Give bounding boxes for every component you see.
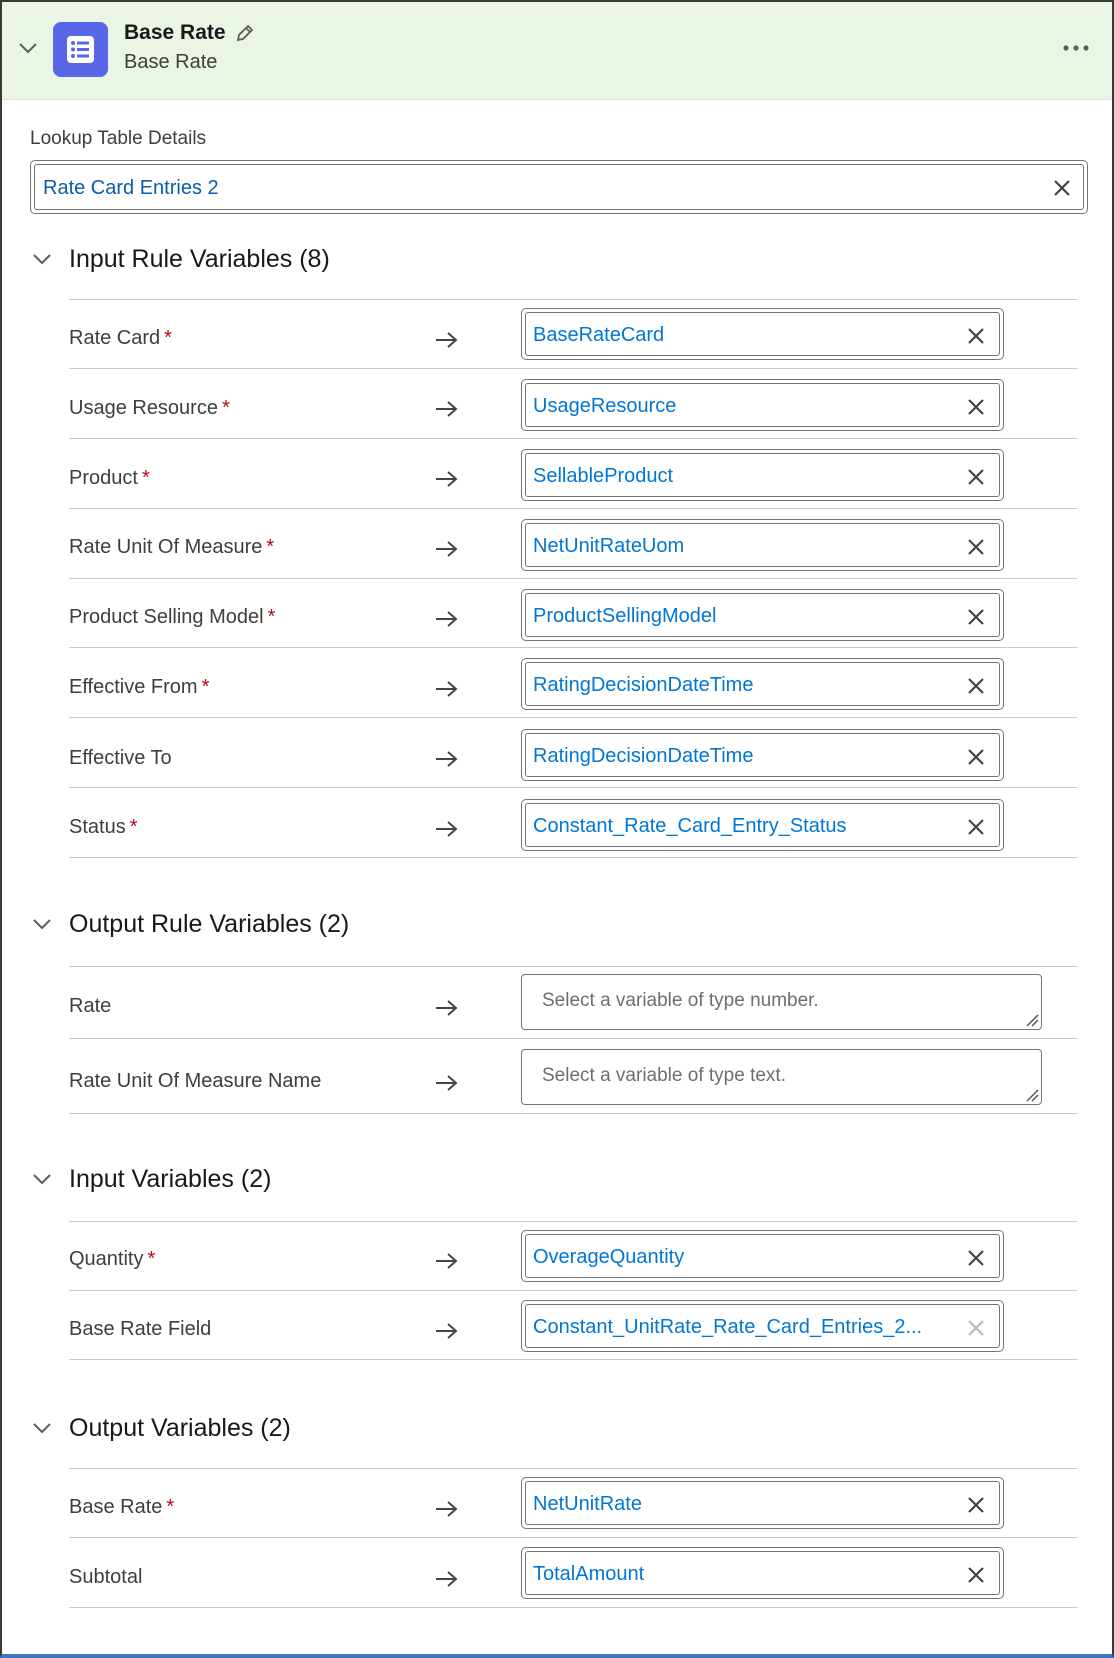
variable-pill[interactable] [521,519,1004,571]
required-marker: * [267,605,276,628]
lookup-label: Lookup Table Details [30,128,207,149]
row-label-rate-card: Rate Card * [69,326,172,349]
arrow-right-icon [434,1499,460,1519]
variable-pill[interactable] [521,799,1004,851]
clear-icon[interactable] [965,1564,987,1586]
pill-value[interactable]: NetUnitRateUom [533,535,685,557]
resize-handle-icon[interactable] [1023,1086,1039,1102]
variable-pill[interactable] [521,1547,1004,1599]
clear-icon[interactable] [965,1247,987,1269]
divider [69,1290,1077,1291]
divider [69,299,1077,300]
variable-pill[interactable] [521,729,1004,781]
header-title-row [124,18,256,48]
row-label-product: Product * [69,466,150,489]
clear-icon[interactable] [965,396,987,418]
section-input-rule-variables[interactable] [30,241,330,277]
row-label-quantity: Quantity * [69,1247,156,1270]
variable-pill[interactable] [521,658,1004,710]
divider [69,508,1077,509]
divider [69,578,1077,579]
pill-value[interactable]: ProductSellingModel [533,605,717,627]
pill-value[interactable]: Constant_UnitRate_Rate_Card_Entries_2... [533,1316,923,1338]
clear-icon[interactable] [965,816,987,838]
pill-value[interactable]: BaseRateCard [533,324,665,346]
placeholder-text: Select a variable of type text. [542,1065,786,1086]
arrow-right-icon [434,469,460,489]
required-marker: * [141,466,150,489]
clear-icon[interactable] [965,325,987,347]
variable-pill[interactable] [521,379,1004,431]
arrow-right-icon [434,998,460,1018]
chevron-down-icon[interactable] [30,1167,54,1191]
arrow-right-icon [434,1569,460,1589]
section-title: Input Rule Variables (8) [69,244,330,273]
required-marker: * [201,675,210,698]
variable-pill[interactable] [521,308,1004,360]
row-label-status: Status * [69,815,138,838]
divider [69,1607,1077,1608]
arrow-right-icon [434,539,460,559]
divider [69,438,1077,439]
required-marker: * [166,1495,175,1518]
arrow-right-icon [434,1321,460,1341]
clear-icon[interactable] [965,675,987,697]
clear-icon[interactable] [965,1494,987,1516]
clear-icon[interactable] [1051,177,1073,199]
section-output-rule-variables[interactable] [30,906,349,942]
divider [69,1468,1077,1469]
arrow-right-icon [434,679,460,699]
chevron-down-icon[interactable] [30,247,54,271]
pill-value[interactable]: RatingDecisionDateTime [533,674,754,696]
variable-pill[interactable] [521,1300,1004,1352]
row-label-rate-unit-of-measure: Rate Unit Of Measure * [69,535,275,558]
section-title: Output Rule Variables (2) [69,909,350,938]
row-label-rate: Rate [69,994,112,1017]
divider [69,1221,1077,1222]
required-marker: * [266,535,275,558]
arrow-right-icon [434,1251,460,1271]
clear-icon[interactable] [965,536,987,558]
lookup-value[interactable]: Rate Card Entries 2 [43,177,219,199]
divider [69,1359,1077,1360]
row-label-rate-unit-of-measure-name: Rate Unit Of Measure Name [69,1069,322,1092]
variable-pill[interactable] [521,1477,1004,1529]
row-label-effective-to: Effective To [69,746,172,769]
resize-handle-icon[interactable] [1023,1011,1039,1027]
pill-value[interactable]: Constant_Rate_Card_Entry_Status [533,815,847,837]
variable-pill[interactable] [521,1230,1004,1282]
pill-value[interactable]: UsageResource [533,395,677,417]
pill-value[interactable]: OverageQuantity [533,1246,685,1268]
placeholder-text: Select a variable of type number. [542,990,819,1011]
pill-value[interactable]: SellableProduct [533,465,674,487]
clear-icon[interactable] [965,1317,987,1339]
arrow-right-icon [434,1073,460,1093]
chevron-down-icon[interactable] [30,912,54,936]
variable-select-number[interactable] [521,974,1042,1030]
variable-pill[interactable] [521,589,1004,641]
variable-select-text[interactable] [521,1049,1042,1105]
divider [69,717,1077,718]
section-title: Output Variables (2) [69,1413,291,1442]
arrow-right-icon [434,749,460,769]
clear-icon[interactable] [965,466,987,488]
row-label-usage-resource: Usage Resource * [69,396,230,419]
page-title: Base Rate [124,21,226,44]
pill-value[interactable]: NetUnitRate [533,1493,642,1515]
card-header [2,2,1112,100]
row-label-subtotal: Subtotal [69,1565,143,1588]
arrow-right-icon [434,399,460,419]
row-label-base-rate-field: Base Rate Field [69,1317,212,1340]
divider [69,966,1077,967]
variable-pill[interactable] [521,449,1004,501]
chevron-down-icon[interactable] [16,36,40,60]
divider [69,1113,1077,1114]
arrow-right-icon [434,819,460,839]
pill-value[interactable]: TotalAmount [533,1563,645,1585]
pencil-icon[interactable] [234,22,256,44]
required-marker: * [129,815,138,838]
arrow-right-icon [434,330,460,350]
chevron-down-icon[interactable] [30,1416,54,1440]
clear-icon[interactable] [965,746,987,768]
divider [69,647,1077,648]
section-output-variables[interactable] [30,1410,291,1446]
row-label-base-rate: Base Rate * [69,1495,175,1518]
section-title: Input Variables (2) [69,1164,272,1193]
more-actions-icon[interactable] [1060,38,1092,58]
pill-value[interactable]: RatingDecisionDateTime [533,745,754,767]
section-input-variables[interactable] [30,1161,271,1197]
page-subtitle: Base Rate [124,51,218,73]
row-label-product-selling-model: Product Selling Model * [69,605,276,628]
required-marker: * [164,326,172,349]
clear-icon[interactable] [965,606,987,628]
lookup-table-icon [53,22,108,77]
required-marker: * [221,396,230,419]
row-label-effective-from: Effective From * [69,675,210,698]
divider [69,1038,1077,1039]
lookup-field[interactable] [30,160,1088,214]
divider [69,787,1077,788]
arrow-right-icon [434,609,460,629]
divider [69,1537,1077,1538]
divider [69,368,1077,369]
divider [69,857,1077,858]
required-marker: * [147,1247,156,1270]
